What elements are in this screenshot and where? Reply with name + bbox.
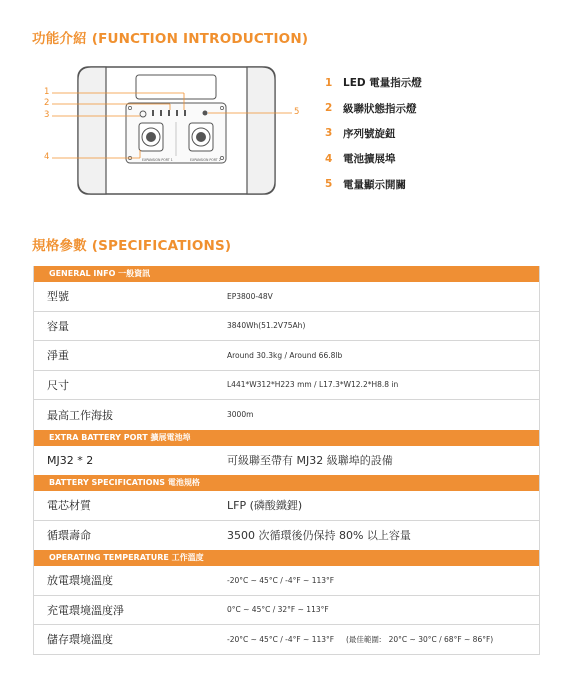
table-row [34, 491, 539, 521]
feature-label: LED 電量指示燈 [343, 77, 422, 90]
callout-5: 5 [294, 107, 300, 117]
spec-value: -20°C ~ 45°C / -4°F ~ 113°F [227, 575, 335, 585]
spec-key: 電芯材質 [47, 499, 91, 513]
feature-label: 電池擴展埠 [343, 153, 396, 166]
table-row [34, 312, 539, 342]
spec-value: 3500 次循環後仍保持 80% 以上容量 [227, 529, 411, 543]
port-label-1: EXPANSION PORT 1 [142, 158, 173, 162]
spec-value: 可級聯至帶有 MJ32 級聯埠的設備 [227, 454, 393, 468]
spec-value: EP3800-48V [227, 291, 273, 301]
spec-section-title: 規格參數 (SPECIFICATIONS) [32, 238, 232, 254]
spec-value: L441*W312*H223 mm / L17.3*W12.2*H8.8 in [227, 380, 399, 390]
feature-number: 2 [325, 102, 333, 115]
spec-key: 尺寸 [47, 378, 69, 392]
table-row [34, 566, 539, 596]
feature-number: 4 [325, 152, 333, 165]
callout-1: 1 [44, 87, 50, 97]
spec-key: 型號 [47, 290, 69, 304]
feature-item [325, 95, 422, 120]
table-row [34, 625, 539, 655]
table-row [34, 521, 539, 551]
callout-2: 2 [44, 98, 50, 108]
spec-key: 放電環境溫度 [47, 574, 113, 588]
spec-value: 3840Wh(51.2V75Ah) [227, 321, 306, 331]
port-label-2: EXPANSION PORT 2 [190, 158, 221, 162]
callout-4: 4 [44, 152, 50, 162]
feature-item [325, 121, 422, 146]
group-header-extra-port: EXTRA BATTERY PORT 擴展電池埠 [34, 430, 539, 446]
feature-label: 序列號旋鈕 [343, 127, 396, 140]
spec-value: 3000m [227, 410, 254, 420]
spec-key: 儲存環境溫度 [47, 633, 113, 647]
spec-key: 淨重 [47, 349, 69, 363]
feature-item [325, 146, 422, 171]
spec-key: 容量 [47, 319, 69, 333]
table-row [34, 341, 539, 371]
group-header-temperature: OPERATING TEMPERATURE 工作溫度 [34, 550, 539, 566]
battery-device-illustration [34, 58, 304, 198]
device-diagram [34, 58, 304, 198]
group-header-general: GENERAL INFO 一般資訊 [34, 266, 539, 282]
table-row [34, 400, 539, 430]
spec-value: LFP (磷酸鐵鋰) [227, 499, 303, 513]
table-row [34, 596, 539, 626]
table-row [34, 371, 539, 401]
spec-value: 0°C ~ 45°C / 32°F ~ 113°F [227, 605, 329, 615]
feature-label: 電量顯示開關 [343, 178, 406, 191]
feature-item [325, 172, 422, 197]
spec-key: 充電環境溫度淨 [47, 603, 124, 617]
spec-value: -20°C ~ 45°C / -4°F ~ 113°F (最佳範圍: 20°C ~ 30°C / 68°F ~ 86°F) [227, 634, 494, 644]
table-row [34, 446, 539, 476]
feature-number: 1 [325, 76, 333, 89]
table-row [34, 282, 539, 312]
spec-key: 最高工作海拔 [47, 408, 113, 422]
feature-number: 3 [325, 127, 333, 140]
callout-3: 3 [44, 110, 50, 120]
function-section-title: 功能介紹 (FUNCTION INTRODUCTION) [32, 31, 309, 47]
spec-value: Around 30.3kg / Around 66.8lb [227, 350, 343, 360]
spec-table [33, 266, 540, 655]
feature-label: 級聯狀態指示燈 [343, 102, 417, 115]
group-header-battery: BATTERY SPECIFICATIONS 電池規格 [34, 475, 539, 491]
spec-key: 循環壽命 [47, 529, 91, 543]
feature-list [325, 70, 422, 197]
feature-number: 5 [325, 178, 333, 191]
spec-key: MJ32 * 2 [47, 453, 94, 467]
feature-item [325, 70, 422, 95]
